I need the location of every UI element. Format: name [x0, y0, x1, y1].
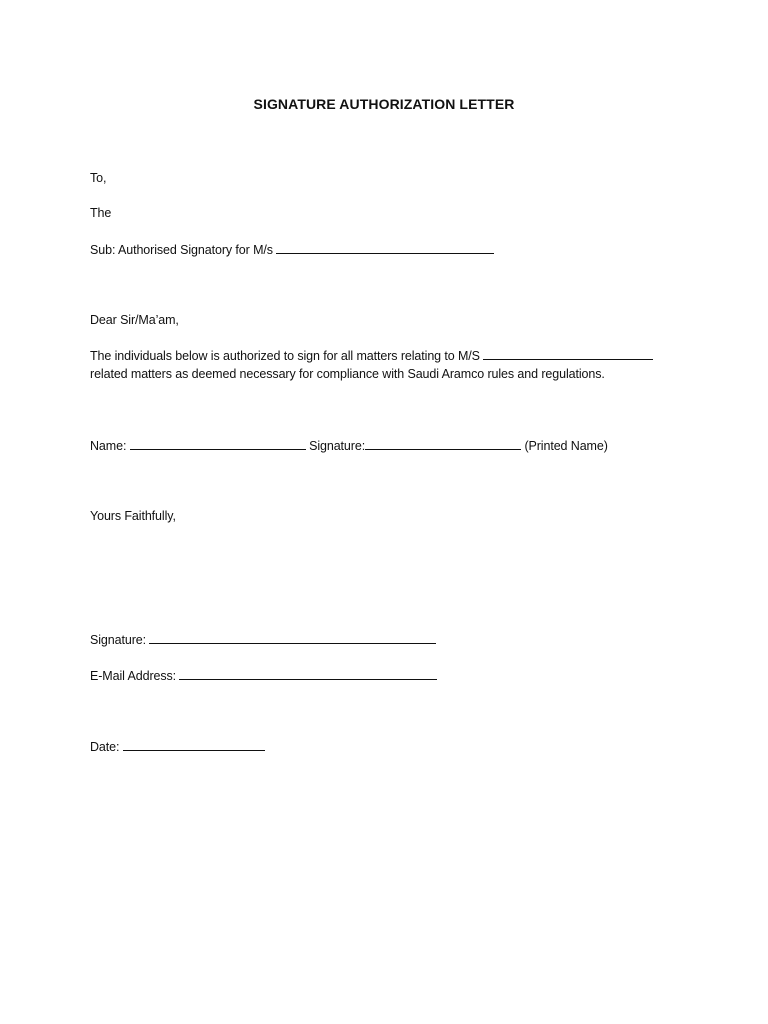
subject-company-blank[interactable]: [276, 241, 494, 254]
inline-signature-blank[interactable]: [365, 437, 521, 450]
body-line-2: related matters as deemed necessary for compliance with Saudi Aramco rules and regulations.: [90, 367, 605, 381]
subject-line: [90, 241, 494, 258]
signature-label: Signature:: [90, 633, 146, 647]
body-line-1-text: The individuals below is authorized to sign for all matters relating to M/S: [90, 349, 480, 363]
signature-blank[interactable]: [149, 631, 436, 644]
name-label: Name:: [90, 439, 127, 453]
recipient-to: To,: [90, 171, 107, 185]
date-line: [90, 738, 265, 755]
subject-label: Sub: Authorised Signatory for M/s: [90, 243, 273, 257]
date-label: Date:: [90, 740, 120, 754]
recipient-the: The: [90, 206, 112, 220]
salutation: Dear Sir/Ma’am,: [90, 313, 179, 327]
email-label: E-Mail Address:: [90, 669, 177, 683]
letter-title: SIGNATURE AUTHORIZATION LETTER: [253, 96, 515, 112]
email-line: [90, 667, 437, 684]
signature-line: [90, 631, 436, 648]
date-blank[interactable]: [123, 738, 265, 751]
email-blank[interactable]: [179, 667, 437, 680]
closing: Yours Faithfully,: [90, 509, 176, 523]
inline-signature-label: Signature:: [309, 439, 366, 453]
printed-name-label: (Printed Name): [524, 439, 608, 453]
body-line-1: [90, 347, 653, 364]
name-blank[interactable]: [130, 437, 306, 450]
body-company-blank[interactable]: [483, 347, 653, 360]
name-signature-line: [90, 437, 608, 454]
